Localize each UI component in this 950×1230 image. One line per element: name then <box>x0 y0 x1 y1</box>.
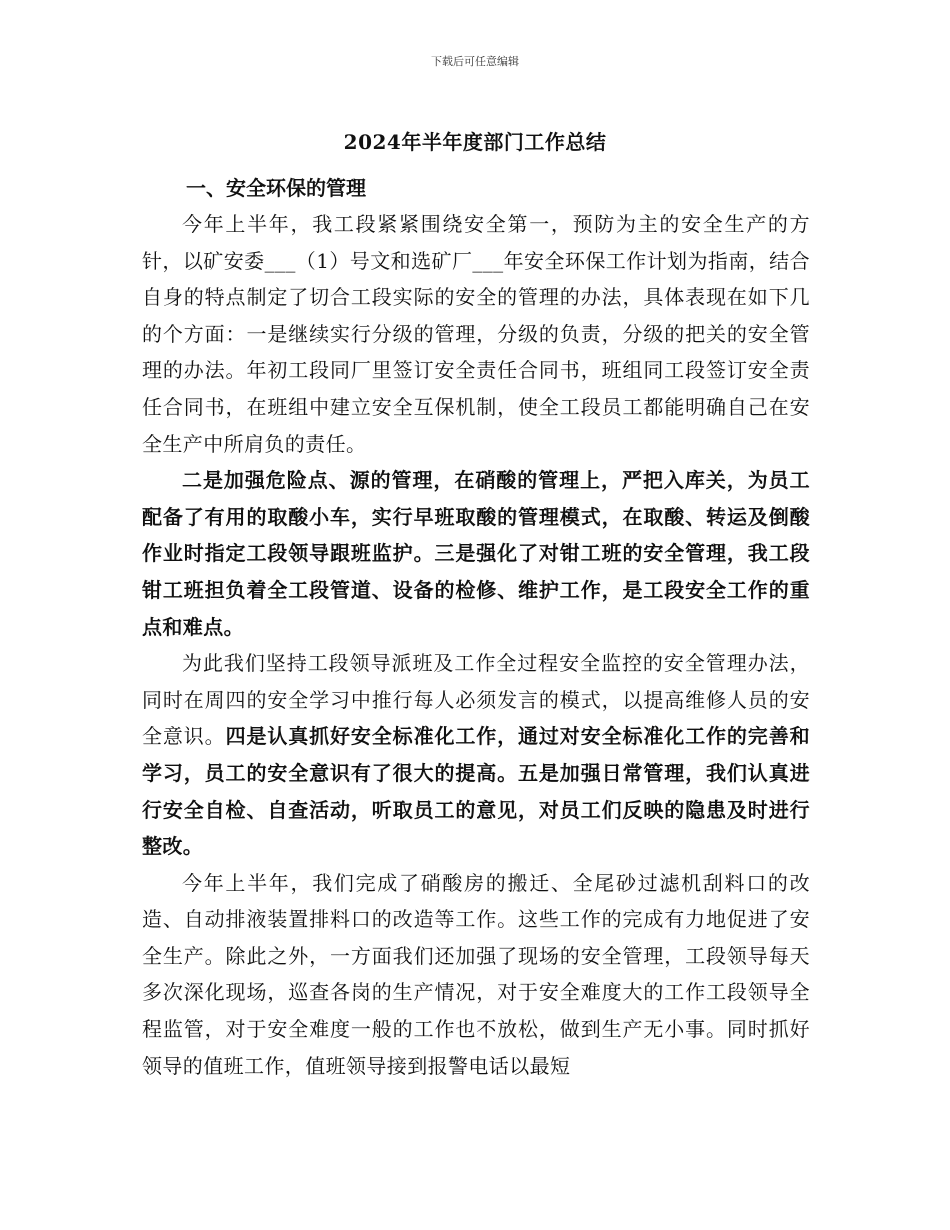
paragraph-1: 今年上半年，我工段紧紧围绕安全第一，预防为主的安全生产的方针，以矿安委___（1）号文和选矿厂___年安全环保工作计划为指南，结合自身的特点制定了切合工段实际的安全的管理的办法，具体表现在如下几的个方面：一是继续实行分级的管理，分级的负责，分级的把关的安全管理的办法。年初工段同厂里签订安全责任合同书，班组同工段签订安全责任合同书，在班组中建立安全互保机制，使全工段员工都能明确自己在安全生产中所肩负的责任。 <box>142 212 810 456</box>
document-title: 2024年半年度部门工作总结 <box>343 130 607 154</box>
paragraph-2: 二是加强危险点、源的管理，在硝酸的管理上，严把入库关，为员工配备了有用的取酸小车，实行早班取酸的管理模式，在取酸、转运及倒酸作业时指定工段领导跟班监护。三是强化了对钳工班的安全管理，我工段钳工班担负着全工段管道、设备的检修、维护工作，是工段安全工作的重点和难点。 <box>142 468 810 639</box>
paragraph-3-bold-text: 四是认真抓好安全标准化工作，通过对安全标准化工作的完善和学习，员工的安全意识有了很大的提高。五是加强日常管理，我们认真进行安全自检、自查活动，听取员工的意见，对员工们反映的隐患及时进行整改。 <box>142 724 810 859</box>
paragraph-3 <box>142 645 810 865</box>
paragraph-4: 今年上半年，我们完成了硝酸房的搬迁、全尾砂过滤机刮料口的改造、自动排液装置排料口的改造等工作。这些工作的完成有力地促进了安全生产。除此之外，一方面我们还加强了现场的安全管理，工段领导每天多次深化现场，巡查各岗的生产情况，对于安全难度大的工作工段领导全程监管，对于安全难度一般的工作也不放松，做到生产无小事。同时抓好领导的值班工作，值班领导接到报警电话以最短 <box>142 870 810 1078</box>
section-heading: 一、安全环保的管理 <box>186 176 366 200</box>
paragraph-3-normal-text: 为此我们坚持工段领导派班及工作全过程安全监控的安全管理办法，同时在周四的安全学习中推行每人必须发言的模式，以提高维修人员的安全意识。 <box>142 651 810 749</box>
document-body <box>142 170 810 1084</box>
header-note: 下载后可任意编辑 <box>431 55 519 68</box>
